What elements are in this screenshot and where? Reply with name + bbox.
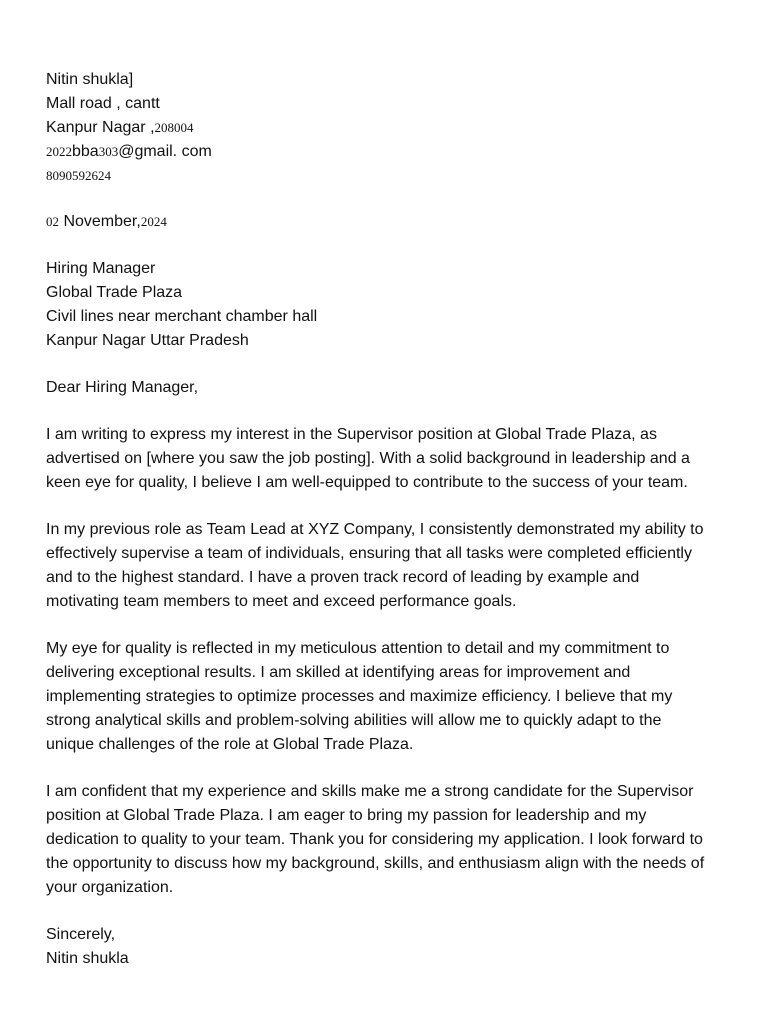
paragraph-line: In my previous role as Team Lead at XYZ Company, I consistently demonstrated my ability to: [46, 521, 704, 538]
email-part-text1: bba: [72, 143, 99, 160]
paragraph-line: strong analytical skills and problem-solving abilities will allow me to quickly adapt to the: [46, 712, 662, 729]
recipient-address-line-2: Kanpur Nagar Uttar Pradesh: [46, 332, 249, 349]
email-part-text2: @gmail. com: [118, 143, 212, 160]
paragraph-line: I am confident that my experience and skills make me a strong candidate for the Supervisor: [46, 783, 694, 800]
signature-name: Nitin shukla: [46, 950, 129, 967]
paragraph-line: keen eye for quality, I believe I am well-equipped to contribute to the success of your team.: [46, 474, 688, 491]
email-part-num2: 303: [98, 144, 119, 159]
sender-address: [46, 68, 728, 188]
sender-city: [46, 116, 728, 140]
paragraph-line: delivering exceptional results. I am skilled at identifying areas for improvement and: [46, 664, 631, 681]
paragraph-line: My eye for quality is reflected in my meticulous attention to detail and my commitment to: [46, 640, 670, 657]
sender-email: [46, 140, 728, 164]
paragraph-line: and to the highest standard. I have a proven track record of leading by example and: [46, 569, 640, 586]
sender-street: Mall road , cantt: [46, 95, 160, 112]
body-paragraph-4: [46, 780, 728, 900]
paragraph-line: dedication to quality to your team. Thank you for considering my application. I look forward to: [46, 831, 703, 848]
date-year: 2024: [140, 214, 167, 229]
paragraph-line: the opportunity to discuss how my background, skills, and enthusiasm align with the needs of: [46, 855, 705, 872]
sender-phone-number: 8090592624: [46, 168, 111, 183]
paragraph-line: advertised on [where you saw the job posting]. With a solid background in leadership and a: [46, 450, 690, 467]
sender-city-name: Kanpur Nagar ,: [46, 119, 155, 136]
recipient-company: Global Trade Plaza: [46, 284, 183, 301]
salutation: Dear Hiring Manager,: [46, 379, 199, 396]
letter-date: [46, 210, 728, 234]
paragraph-line: effectively supervise a team of individuals, ensuring that all tasks were completed efficiently: [46, 545, 692, 562]
email-part-num1: 2022: [46, 144, 72, 159]
sender-name: Nitin shukla]: [46, 71, 134, 88]
paragraph-line: position at Global Trade Plaza. I am eager to bring my passion for leadership and my: [46, 807, 647, 824]
letter-closing: [46, 923, 728, 971]
paragraph-line: your organization.: [46, 879, 174, 896]
paragraph-line: implementing strategies to optimize processes and maximize efficiency. I believe that my: [46, 688, 673, 705]
paragraph-line: I am writing to express my interest in the Supervisor position at Global Trade Plaza, as: [46, 426, 657, 443]
recipient-address-line-1: Civil lines near merchant chamber hall: [46, 308, 318, 325]
body-paragraph-3: [46, 637, 728, 757]
recipient-address: [46, 257, 728, 353]
sender-pin: 208004: [154, 120, 194, 135]
date-day: 02: [46, 214, 59, 229]
recipient-title: Hiring Manager: [46, 260, 156, 277]
paragraph-line: unique challenges of the role at Global Trade Plaza.: [46, 736, 414, 753]
sender-phone: [46, 164, 728, 188]
valediction: Sincerely,: [46, 926, 116, 943]
body-paragraph-1: [46, 423, 728, 495]
paragraph-line: motivating team members to meet and exceed performance goals.: [46, 593, 517, 610]
body-paragraph-2: [46, 518, 728, 614]
date-month: November,: [59, 213, 141, 230]
